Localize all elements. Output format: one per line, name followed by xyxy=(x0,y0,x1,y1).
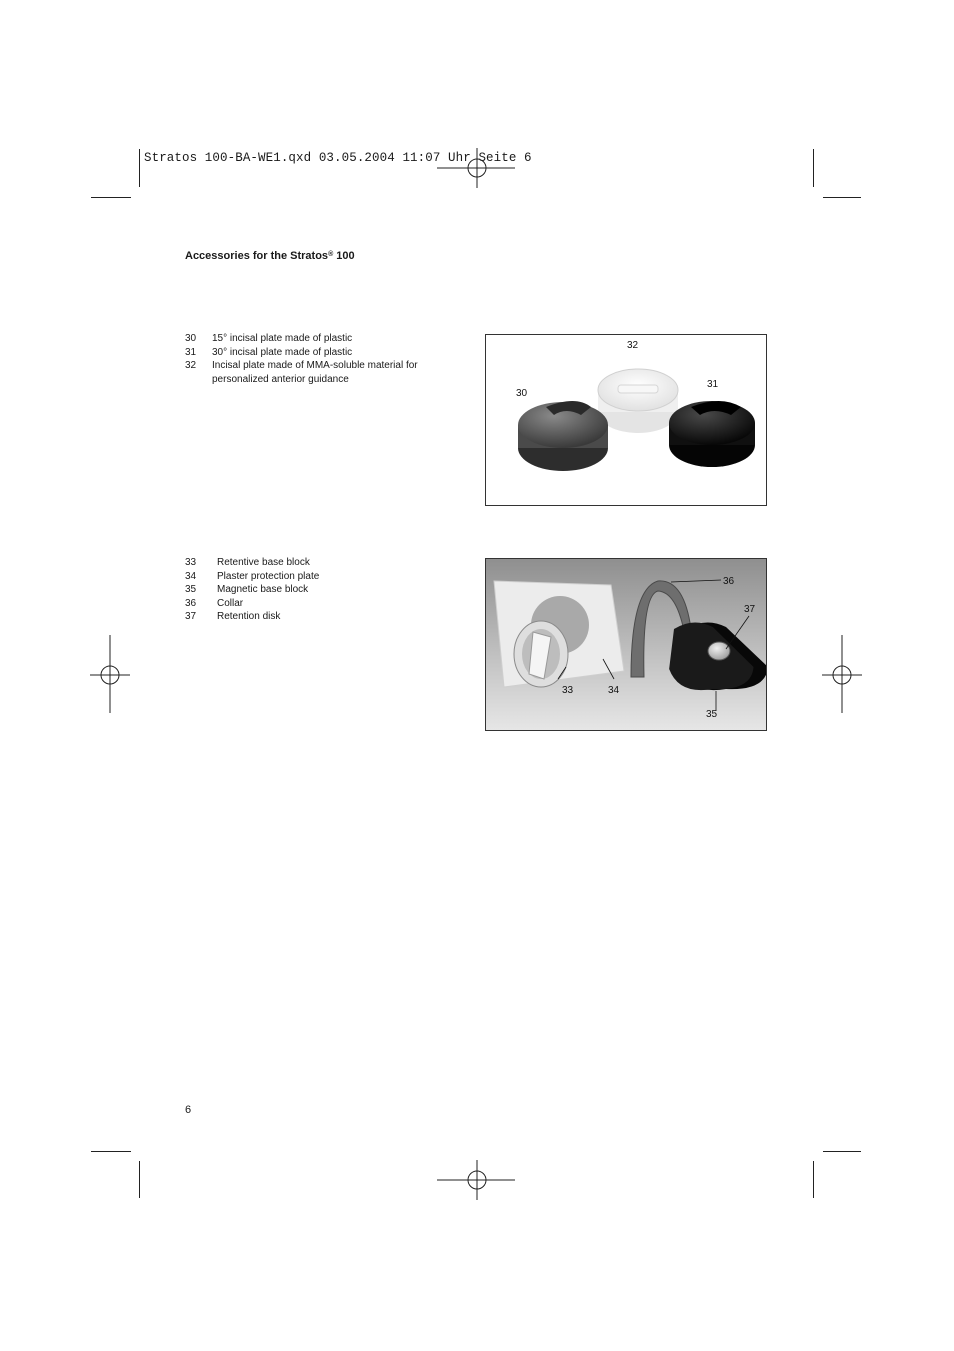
incisal-plates-photo xyxy=(485,334,767,506)
item-number: 33 xyxy=(185,557,197,568)
accessory-list-2 xyxy=(185,556,445,624)
gray-incisal-plate xyxy=(518,401,608,471)
item-number: 30 xyxy=(185,333,197,344)
registration-mark-left xyxy=(90,635,132,715)
registration-mark-bottom xyxy=(437,1160,517,1200)
item-text: 30° incisal plate made of plastic xyxy=(212,346,353,358)
list-item xyxy=(185,556,445,570)
item-number: 32 xyxy=(185,360,197,372)
label-31: 31 xyxy=(707,379,719,390)
label-37: 37 xyxy=(744,604,756,615)
item-text: Retentive base block xyxy=(217,557,310,568)
label-34: 34 xyxy=(608,685,620,696)
item-number: 36 xyxy=(185,597,197,609)
label-33: 33 xyxy=(562,685,574,696)
base-blocks-photo xyxy=(485,558,767,731)
item-text: Collar xyxy=(217,597,244,609)
list-item xyxy=(185,346,445,360)
crop-mark xyxy=(823,197,861,198)
crop-mark xyxy=(813,1161,814,1198)
slug-line: Stratos 100-BA-WE1.qxd 03.05.2004 11:07 Uhr Seite 6 xyxy=(144,151,532,165)
item-text: Plaster protection plate xyxy=(217,570,320,582)
crop-mark xyxy=(91,197,131,198)
item-text: Incisal plate made of MMA-soluble material for personalized anterior guidance xyxy=(212,360,418,385)
item-number: 37 xyxy=(185,611,197,623)
list-item xyxy=(185,359,445,386)
list-item xyxy=(185,610,445,624)
label-30: 30 xyxy=(516,388,528,399)
label-32: 32 xyxy=(627,340,639,351)
label-36: 36 xyxy=(723,576,735,587)
crop-mark xyxy=(823,1151,861,1152)
list-item xyxy=(185,583,445,597)
item-text: Retention disk xyxy=(217,611,281,623)
list-item xyxy=(185,597,445,611)
page-number: 6 xyxy=(185,1104,192,1116)
item-number: 31 xyxy=(185,346,197,358)
clear-incisal-plate xyxy=(598,369,678,433)
section-heading xyxy=(185,250,355,262)
registered-mark: ® xyxy=(328,251,334,258)
crop-mark xyxy=(91,1151,131,1152)
registration-mark-right xyxy=(822,635,864,715)
retentive-base-block xyxy=(514,621,568,687)
black-incisal-plate xyxy=(669,401,755,467)
heading-suffix: 100 xyxy=(333,250,355,262)
crop-mark xyxy=(813,149,814,187)
accessory-list-1 xyxy=(185,332,445,386)
heading-text: Accessories for the Stratos xyxy=(185,250,329,262)
item-text: Magnetic base block xyxy=(217,584,309,596)
label-35: 35 xyxy=(706,709,718,720)
crop-mark xyxy=(139,1161,140,1198)
list-item xyxy=(185,570,445,584)
registration-mark-top xyxy=(437,148,517,188)
item-number: 35 xyxy=(185,584,197,596)
item-text: 15° incisal plate made of plastic xyxy=(212,333,353,344)
item-number: 34 xyxy=(185,570,197,582)
crop-mark xyxy=(139,149,140,187)
list-item xyxy=(185,332,445,346)
retention-disk xyxy=(708,642,730,660)
